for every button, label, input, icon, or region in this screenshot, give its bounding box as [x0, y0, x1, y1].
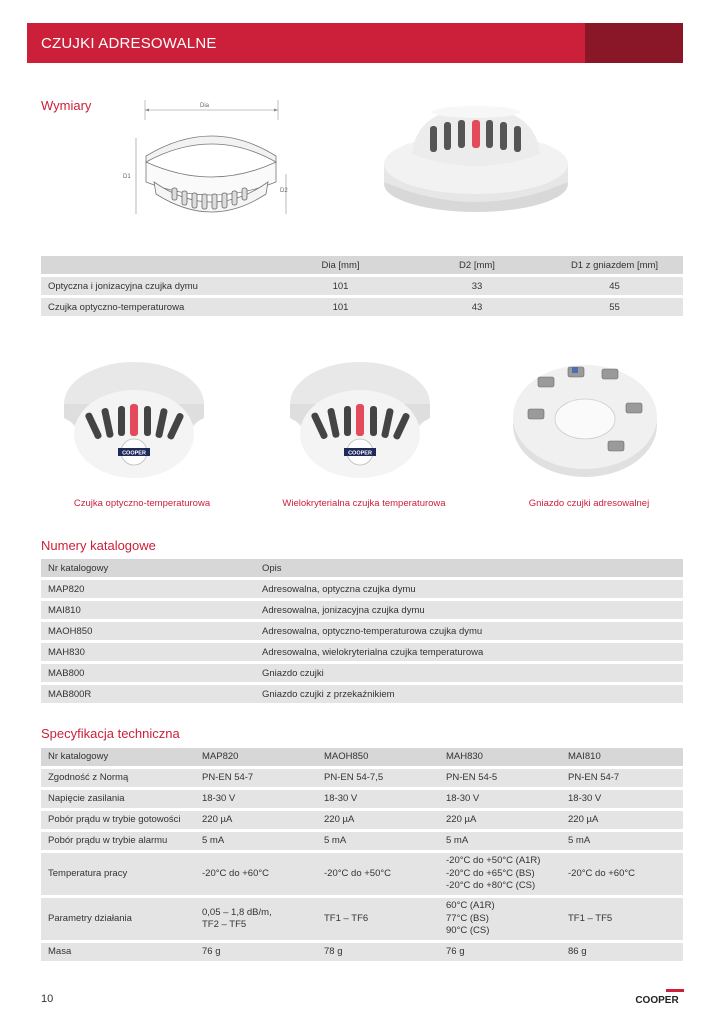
table-header-cell: MAI810: [561, 748, 683, 766]
table-cell: 78 g: [317, 943, 439, 961]
table-cell: 101: [273, 298, 408, 316]
table-row: [41, 580, 683, 598]
caption-detector-base: Gniazdo czujki adresowalnej: [528, 498, 650, 509]
brand-text: COOPER: [635, 995, 679, 1005]
optical-heat-detector-photo: [60, 352, 208, 484]
table-cell: 220 µA: [561, 811, 683, 829]
catalog-table: [41, 556, 683, 706]
table-header-row: [41, 559, 683, 577]
table-cell: Czujka optyczno-temperaturowa: [41, 298, 273, 316]
table-cell: PN-EN 54-7,5: [317, 769, 439, 787]
table-cell: 5 mA: [561, 832, 683, 850]
table-row: [41, 898, 683, 940]
d2-label: D2: [280, 188, 288, 194]
table-header-cell: Dia [mm]: [273, 256, 408, 274]
table-cell: -20°C do +60°C: [195, 853, 317, 895]
table-header-row: [41, 748, 683, 766]
table-cell: Masa: [41, 943, 195, 961]
table-cell: 76 g: [439, 943, 561, 961]
table-cell: 18-30 V: [317, 790, 439, 808]
table-cell: Zgodność z Normą: [41, 769, 195, 787]
dimensions-table: [41, 253, 683, 319]
table-cell: 5 mA: [317, 832, 439, 850]
d1-label: D1: [123, 174, 131, 180]
table-cell: PN-EN 54-5: [439, 769, 561, 787]
table-cell: -20°C do +50°C (A1R) -20°C do +65°C (BS) -20°C do +80°C (CS): [439, 853, 561, 895]
table-row: [41, 790, 683, 808]
table-cell: Adresowalna, optyczna czujka dymu: [255, 580, 683, 598]
table-header-cell: [41, 256, 273, 274]
table-row: [41, 601, 683, 619]
table-cell: 43: [408, 298, 546, 316]
table-cell: Optyczna i jonizacyjna czujka dymu: [41, 277, 273, 295]
table-row: [41, 643, 683, 661]
table-row: [41, 811, 683, 829]
table-row: [41, 664, 683, 682]
table-cell: MAH830: [41, 643, 255, 661]
table-cell: PN-EN 54-7: [561, 769, 683, 787]
page-title: CZUJKI ADRESOWALNE: [41, 35, 217, 52]
table-cell: PN-EN 54-7: [195, 769, 317, 787]
table-cell: -20°C do +50°C: [317, 853, 439, 895]
table-header-cell: Nr katalogowy: [41, 748, 195, 766]
product-badge: COOPER: [122, 450, 146, 457]
table-cell: 5 mA: [195, 832, 317, 850]
table-row: [41, 622, 683, 640]
table-row: [41, 277, 683, 295]
table-cell: MAB800R: [41, 685, 255, 703]
catalog-title: Numery katalogowe: [41, 538, 156, 553]
dimensions-title: Wymiary: [41, 98, 92, 113]
table-cell: 45: [546, 277, 683, 295]
page-number: 10: [41, 993, 54, 1005]
multicriteria-heat-detector-photo: [286, 352, 434, 484]
table-cell: 101: [273, 277, 408, 295]
table-cell: Adresowalna, jonizacyjna czujka dymu: [255, 601, 683, 619]
table-row: [41, 769, 683, 787]
table-row: [41, 685, 683, 703]
table-header-cell: MAH830: [439, 748, 561, 766]
table-cell: Parametry działania: [41, 898, 195, 940]
table-row: [41, 853, 683, 895]
table-cell: Gniazdo czujki z przekaźnikiem: [255, 685, 683, 703]
dia-label: Dia: [200, 103, 210, 109]
table-cell: 18-30 V: [561, 790, 683, 808]
table-cell: -20°C do +60°C: [561, 853, 683, 895]
table-row: [41, 298, 683, 316]
table-cell: 76 g: [195, 943, 317, 961]
table-header-cell: Opis: [255, 559, 683, 577]
cooper-logo: [630, 989, 684, 1005]
detector-dimension-drawing: [118, 96, 298, 236]
table-cell: Adresowalna, wielokryterialna czujka temperaturowa: [255, 643, 683, 661]
table-header-cell: MAP820: [195, 748, 317, 766]
caption-multicriteria-detector: Wielokryterialna czujka temperaturowa: [282, 498, 446, 509]
table-cell: TF1 – TF5: [561, 898, 683, 940]
table-cell: 60°C (A1R) 77°C (BS) 90°C (CS): [439, 898, 561, 940]
table-cell: 220 µA: [195, 811, 317, 829]
table-header-cell: Nr katalogowy: [41, 559, 255, 577]
table-cell: Gniazdo czujki: [255, 664, 683, 682]
table-cell: 18-30 V: [195, 790, 317, 808]
table-header-cell: D2 [mm]: [408, 256, 546, 274]
table-cell: 5 mA: [439, 832, 561, 850]
table-cell: 18-30 V: [439, 790, 561, 808]
table-cell: Napięcie zasilania: [41, 790, 195, 808]
header-accent-block: [585, 23, 683, 63]
product-badge: COOPER: [348, 450, 372, 457]
table-cell: Pobór prądu w trybie alarmu: [41, 832, 195, 850]
caption-optical-heat-detector: Czujka optyczno-temperaturowa: [73, 498, 211, 509]
table-header-cell: MAOH850: [317, 748, 439, 766]
table-cell: 220 µA: [317, 811, 439, 829]
table-cell: 220 µA: [439, 811, 561, 829]
table-header-cell: D1 z gniazdem [mm]: [546, 256, 683, 274]
table-cell: Pobór prądu w trybie gotowości: [41, 811, 195, 829]
table-cell: 33: [408, 277, 546, 295]
table-cell: 55: [546, 298, 683, 316]
table-cell: 0,05 – 1,8 dB/m, TF2 – TF5: [195, 898, 317, 940]
table-cell: 86 g: [561, 943, 683, 961]
table-cell: MAB800: [41, 664, 255, 682]
detector-base-photo: [510, 355, 660, 483]
spec-title: Specyfikacja techniczna: [41, 726, 180, 741]
table-cell: Temperatura pracy: [41, 853, 195, 895]
table-cell: MAI810: [41, 601, 255, 619]
table-row: [41, 832, 683, 850]
spec-table: [41, 745, 683, 964]
table-cell: MAP820: [41, 580, 255, 598]
table-header-row: [41, 256, 683, 274]
detector-photo-side: [378, 98, 574, 216]
table-cell: Adresowalna, optyczno-temperaturowa czujka dymu: [255, 622, 683, 640]
table-row: [41, 943, 683, 961]
table-cell: MAOH850: [41, 622, 255, 640]
table-cell: TF1 – TF6: [317, 898, 439, 940]
